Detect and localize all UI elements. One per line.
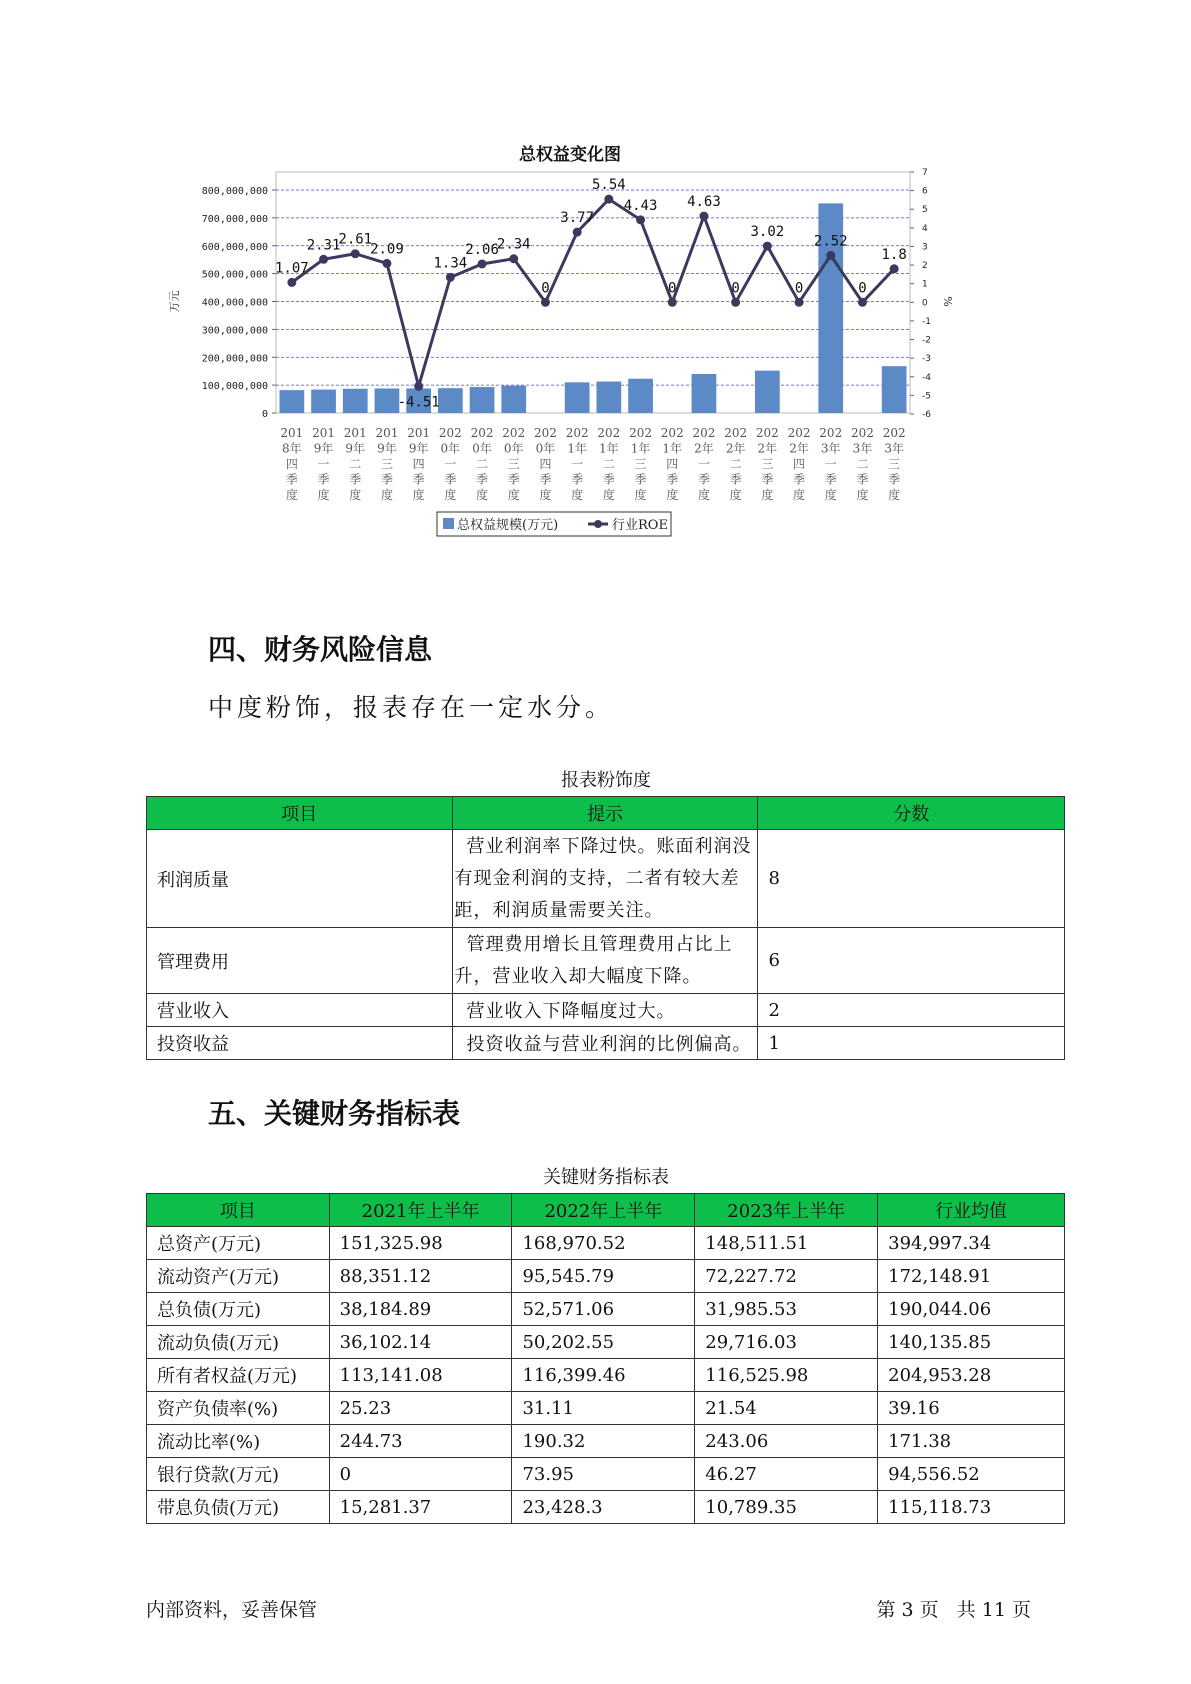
x-tick-label: 202 3年三季度	[882, 426, 906, 502]
y-tick-label: 700,000,000	[201, 213, 268, 225]
roe-data-label: -4.51	[397, 394, 440, 411]
table-row	[147, 1326, 1065, 1359]
bar	[882, 366, 907, 413]
table2-header: 行业均值	[878, 1194, 1065, 1227]
legend-label-line: 行业ROE	[612, 518, 668, 533]
roe-data-label: 4.63	[687, 194, 721, 211]
section5-heading: 五、关键财务指标表	[208, 1097, 461, 1130]
bar	[755, 371, 780, 413]
bar	[596, 382, 621, 413]
bar	[565, 382, 590, 413]
table-row	[147, 1491, 1065, 1524]
bar	[501, 386, 526, 413]
roe-data-label: 2.52	[813, 233, 848, 250]
table-cell: 52,571.06	[512, 1293, 695, 1326]
table-cell: 190.32	[512, 1425, 695, 1458]
x-tick-label: 202 3年一季度	[819, 426, 843, 502]
y-tick-label: 800,000,000	[201, 186, 268, 197]
plot-frame	[276, 172, 910, 413]
section4-heading: 四、财务风险信息	[208, 633, 433, 666]
table2-header: 2021年上半年	[329, 1194, 512, 1227]
x-tick-label: 202 1年三季度	[629, 426, 653, 502]
roe-data-label: 1.34	[433, 255, 468, 272]
footer-page-number: 第 3 页 共 11 页	[876, 1599, 1031, 1621]
bar	[628, 379, 653, 413]
table-cell: 73.95	[512, 1458, 695, 1491]
y2-tick-label: -6	[922, 410, 931, 420]
roe-point	[604, 195, 613, 204]
x-tick-label: 202 3年二季度	[850, 426, 874, 502]
y-tick-label: 500,000,000	[201, 269, 268, 281]
table-cell: 394,997.34	[878, 1227, 1065, 1260]
roe-point	[731, 298, 740, 307]
roe-point	[446, 273, 455, 282]
table-cell: 116,525.98	[695, 1359, 878, 1392]
y-axis-label: 万元	[168, 290, 181, 313]
table-row	[147, 928, 1065, 994]
y2-tick-label: 4	[922, 223, 928, 234]
roe-data-label: 5.54	[591, 177, 626, 194]
table-cell: 营业收入下降幅度过大。	[452, 994, 758, 1027]
roe-point	[668, 298, 677, 307]
table-cell: 管理费用	[147, 928, 453, 994]
x-tick-label: 202 2年二季度	[724, 426, 748, 502]
legend-label-bar: 总权益规模(万元)	[457, 518, 559, 533]
table-cell: 1	[758, 1027, 1065, 1060]
roe-point	[351, 249, 360, 258]
y2-tick-label: 0	[922, 298, 928, 309]
y2-tick-label: -4	[922, 372, 931, 383]
bar	[470, 387, 495, 413]
table-cell: 资产负债率(%)	[147, 1392, 330, 1425]
roe-point	[478, 259, 487, 268]
table-cell: 38,184.89	[329, 1293, 512, 1326]
y-tick-label: 100,000,000	[201, 381, 268, 393]
table-cell: 95,545.79	[512, 1260, 695, 1293]
roe-data-label: 3.02	[750, 224, 785, 241]
y-tick-label: 0	[261, 409, 268, 420]
roe-data-label: 0	[858, 280, 867, 297]
x-tick-label: 201 9年三季度	[375, 426, 399, 502]
table-cell: 31.11	[512, 1392, 695, 1425]
roe-data-label: 4.43	[623, 197, 658, 214]
table-cell: 148,511.51	[695, 1227, 878, 1260]
y-tick-label: 600,000,000	[201, 241, 268, 253]
table1-header: 项目	[147, 797, 453, 830]
y2-axis-label: %	[941, 296, 954, 307]
table-cell: 0	[329, 1458, 512, 1491]
x-tick-label: 202 1年一季度	[565, 426, 589, 502]
x-tick-label: 202 0年二季度	[470, 426, 494, 502]
table2-caption: 关键财务指标表	[543, 1167, 669, 1188]
roe-data-label: 2.34	[496, 236, 531, 253]
table-cell: 94,556.52	[878, 1458, 1065, 1491]
x-tick-label: 202 1年二季度	[597, 426, 621, 502]
roe-point	[414, 382, 423, 391]
table-cell: 31,985.53	[695, 1293, 878, 1326]
table2-header: 2022年上半年	[512, 1194, 695, 1227]
chart-svg	[160, 140, 980, 590]
table-row	[147, 1227, 1065, 1260]
roe-data-label: 2.06	[465, 241, 499, 258]
roe-point	[319, 255, 328, 264]
roe-point	[573, 228, 582, 237]
table-cell: 23,428.3	[512, 1491, 695, 1524]
roe-line	[292, 199, 894, 386]
table-cell: 营业利润率下降过快。账面利润没有现金利润的支持，二者有较大差距，利润质量需要关注。	[452, 830, 758, 928]
y2-tick-label: 3	[922, 242, 928, 253]
table-cell: 投资收益	[147, 1027, 453, 1060]
table-cell: 流动资产(万元)	[147, 1260, 330, 1293]
x-tick-label: 201 9年二季度	[343, 426, 367, 502]
roe-point	[763, 242, 772, 251]
roe-point	[890, 264, 899, 273]
x-tick-label: 202 0年三季度	[502, 426, 526, 502]
roe-data-label: 2.09	[370, 241, 404, 258]
table-cell: 113,141.08	[329, 1359, 512, 1392]
table-cell: 15,281.37	[329, 1491, 512, 1524]
table-cell: 190,044.06	[878, 1293, 1065, 1326]
table2-header: 项目	[147, 1194, 330, 1227]
y2-tick-label: -5	[922, 391, 931, 402]
table-cell: 172,148.91	[878, 1260, 1065, 1293]
roe-point	[382, 259, 391, 268]
table-cell: 151,325.98	[329, 1227, 512, 1260]
legend-swatch-point	[594, 520, 602, 528]
y2-tick-label: 1	[922, 279, 928, 290]
bar	[375, 388, 400, 413]
table-cell: 39.16	[878, 1392, 1065, 1425]
table-cell: 25.23	[329, 1392, 512, 1425]
table-cell: 营业收入	[147, 994, 453, 1027]
x-tick-label: 202 2年三季度	[755, 426, 779, 502]
table-cell: 总负债(万元)	[147, 1293, 330, 1326]
table1-caption: 报表粉饰度	[561, 770, 651, 791]
x-tick-label: 202 0年四季度	[533, 426, 557, 502]
table-row	[147, 1458, 1065, 1491]
table-cell: 115,118.73	[878, 1491, 1065, 1524]
table-cell: 140,135.85	[878, 1326, 1065, 1359]
table-row	[147, 1293, 1065, 1326]
roe-point	[509, 254, 518, 263]
roe-point	[541, 298, 550, 307]
y2-tick-label: 2	[922, 261, 928, 272]
roe-data-label: 0	[668, 280, 677, 297]
table-cell: 总资产(万元)	[147, 1227, 330, 1260]
table-row	[147, 830, 1065, 928]
bar	[279, 390, 304, 413]
table2	[146, 1193, 1065, 1524]
table-cell: 10,789.35	[695, 1491, 878, 1524]
roe-data-label: 2.31	[306, 237, 341, 254]
table1	[146, 796, 1065, 1060]
x-tick-label: 201 9年一季度	[312, 426, 336, 502]
x-tick-label: 202 2年一季度	[692, 426, 716, 502]
section4-text: 中度粉饰，报表存在一定水分。	[208, 693, 615, 722]
y-tick-label: 200,000,000	[201, 353, 268, 365]
equity-chart	[160, 140, 980, 590]
table-cell: 204,953.28	[878, 1359, 1065, 1392]
table-cell: 244.73	[329, 1425, 512, 1458]
footer-confidential: 内部资料，妥善保管	[146, 1599, 318, 1621]
table-cell: 50,202.55	[512, 1326, 695, 1359]
x-tick-label: 202 2年四季度	[787, 426, 811, 502]
roe-point	[636, 215, 645, 224]
roe-data-label: 3.77	[560, 210, 595, 227]
roe-data-label: 0	[731, 280, 740, 297]
table-cell: 21.54	[695, 1392, 878, 1425]
table-cell: 流动负债(万元)	[147, 1326, 330, 1359]
table-cell: 72,227.72	[695, 1260, 878, 1293]
table1-header: 提示	[452, 797, 758, 830]
table-cell: 8	[758, 830, 1065, 928]
table-cell: 带息负债(万元)	[147, 1491, 330, 1524]
chart-title: 总权益变化图	[519, 145, 621, 165]
table-cell: 36,102.14	[329, 1326, 512, 1359]
y2-tick-label: -3	[922, 354, 931, 365]
table-cell: 88,351.12	[329, 1260, 512, 1293]
table-cell: 流动比率(%)	[147, 1425, 330, 1458]
table-row	[147, 1425, 1065, 1458]
y-tick-label: 300,000,000	[201, 325, 268, 337]
y2-tick-label: 6	[922, 186, 928, 197]
table-cell: 利润质量	[147, 830, 453, 928]
roe-point	[287, 278, 296, 287]
roe-data-label: 2.61	[338, 231, 373, 248]
bar	[438, 388, 463, 413]
roe-data-label: 1.07	[274, 260, 309, 277]
bar	[692, 374, 717, 413]
table-cell: 银行贷款(万元)	[147, 1458, 330, 1491]
table-cell: 29,716.03	[695, 1326, 878, 1359]
roe-data-label: 0	[541, 280, 550, 297]
table-cell: 46.27	[695, 1458, 878, 1491]
legend-swatch-bar	[443, 518, 454, 529]
table-cell: 管理费用增长且管理费用占比上升，营业收入却大幅度下降。	[452, 928, 758, 994]
table-cell: 243.06	[695, 1425, 878, 1458]
table-row	[147, 1392, 1065, 1425]
x-tick-label: 201 9年四季度	[407, 426, 431, 502]
table-row	[147, 1359, 1065, 1392]
x-tick-label: 202 1年四季度	[660, 426, 684, 502]
y-tick-label: 400,000,000	[201, 297, 268, 309]
x-tick-label: 201 8年四季度	[280, 426, 304, 502]
table-row	[147, 1260, 1065, 1293]
table2-header-row	[147, 1194, 1065, 1227]
y2-tick-label: -2	[922, 335, 931, 346]
roe-point	[795, 298, 804, 307]
table-cell: 所有者权益(万元)	[147, 1359, 330, 1392]
table1-header: 分数	[758, 797, 1065, 830]
x-tick-label: 202 0年一季度	[438, 426, 462, 502]
bar	[343, 389, 368, 413]
table-cell: 投资收益与营业利润的比例偏高。	[452, 1027, 758, 1060]
roe-data-label: 1.8	[881, 246, 907, 263]
table-cell: 171.38	[878, 1425, 1065, 1458]
roe-point	[858, 298, 867, 307]
y2-tick-label: 5	[922, 205, 928, 216]
table-cell: 168,970.52	[512, 1227, 695, 1260]
roe-point	[699, 212, 708, 221]
table2-header: 2023年上半年	[695, 1194, 878, 1227]
table-row	[147, 994, 1065, 1027]
table1-header-row	[147, 797, 1065, 830]
roe-point	[826, 251, 835, 260]
table-cell: 2	[758, 994, 1065, 1027]
y2-tick-label: 7	[922, 168, 928, 178]
table-row	[147, 1027, 1065, 1060]
table-cell: 6	[758, 928, 1065, 994]
roe-data-label: 0	[794, 280, 804, 297]
y2-tick-label: -1	[922, 316, 931, 327]
table-cell: 116,399.46	[512, 1359, 695, 1392]
bar	[311, 390, 336, 413]
